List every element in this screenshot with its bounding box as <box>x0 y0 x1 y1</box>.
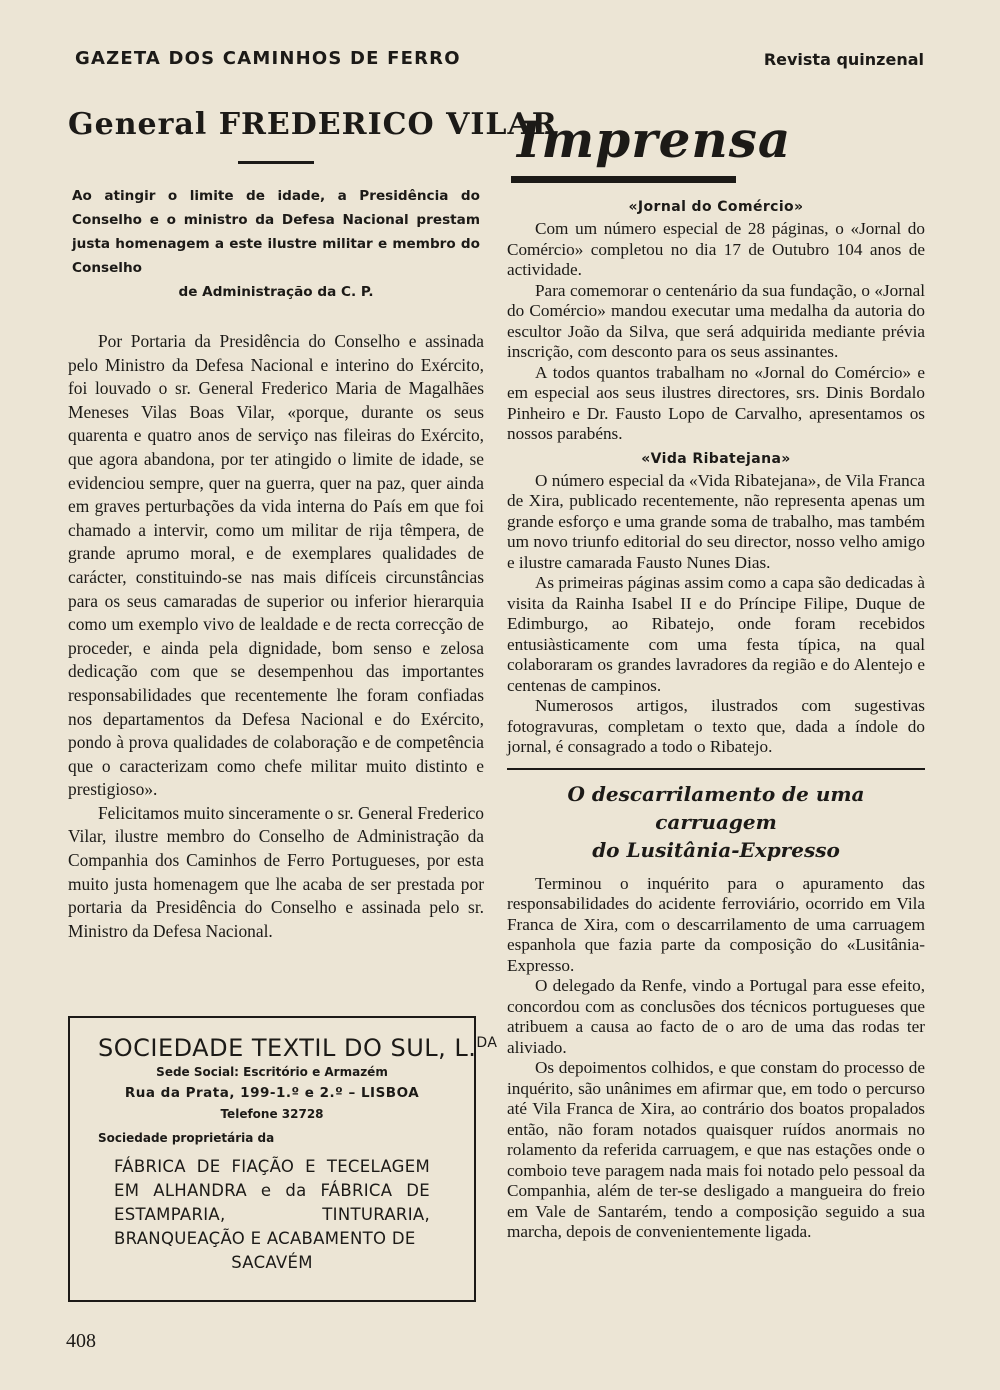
section-divider <box>507 768 925 770</box>
advert-company-name-text: SOCIEDADE TEXTIL DO SUL, L. <box>98 1034 477 1062</box>
advert-factories <box>98 1149 446 1275</box>
paragraph: Numerosos artigos, ilustrados com sugestivas fotogravuras, completam o texto que, dada a índole do jornal, é consagrado a todo o Ribatejo. <box>507 696 925 756</box>
title-rule <box>238 161 314 164</box>
running-header-title: GAZETA DOS CAMINHOS DE FERRO <box>75 48 461 69</box>
right-column <box>507 110 925 1243</box>
derailment-title <box>507 780 925 864</box>
advert-company-suffix: DA <box>476 1035 498 1051</box>
advert-owner-label: Sociedade proprietária da <box>98 1131 275 1145</box>
paragraph: A todos quantos trabalham no «Jornal do Comércio» e em especial aos seus ilustres directores, srs. Dinis Bordalo Pinheiro e Dr. Fausto Lopo de Carvalho, apresentamos os nossos parabéns. <box>507 362 925 443</box>
advertisement-box <box>68 1016 498 1302</box>
article-intro-text: Ao atingir o limite de idade, a Presidência do Conselho e o ministro da Defesa Nacional prestam justa homenagem a este ilustre militar e membro do Conselho <box>72 188 480 276</box>
paragraph: O número especial da «Vida Ribatejana», de Vila Franca de Xira, publicado recentemente, não representa apenas um grande esforço e uma grande soma de trabalho, mas também um novo triunfo editorial do seu director, nosso velho amigo e ilustre camarada Fausto Nunes Dias. <box>507 470 925 572</box>
heading-rule <box>511 176 736 183</box>
advert-sede: Sede Social: Escritório e Armazém <box>156 1065 388 1079</box>
paragraph: Com um número especial de 28 páginas, o «Jornal do Comércio» completou no dia 17 de Outubro 104 anos de actividade. <box>507 219 925 279</box>
spacer <box>68 304 484 330</box>
article-body <box>68 330 484 943</box>
paragraph: O delegado da Renfe, vindo a Portugal para esse efeito, concordou com as conclusões dos técnicos portugueses que atribuem a causa ao facto de o aro de uma das rodas ter aliviado. <box>507 976 925 1057</box>
subsection-body <box>507 471 925 758</box>
article-paragraph: Por Portaria da Presidência do Conselho e assinada pelo Ministro da Defesa Nacional e interino do Exército, foi louvado o sr. General Frederico Maria de Magalhães Meneses Vilas Boas Vilar, «porque, durante os seus quarenta e quatro anos de serviço nas fileiras do Exército, que agora abandona, por ter atingido o limite de idade, se evidenciou sempre, quer na guerra, quer na paz, quer ainda em graves perturbações da vida interna do País em que foi chamado a intervir, como um militar de rija têmpera, de grande aprumo moral, e de exemplares qualidades de carácter, constituindo-se nas mais difíceis circunstâncias para os seus camaradas de superior ou inferior hierarquia como um exemplo vivo de lealdade e de recta correcção de proceder, e ainda pela dignidade, bom senso e zelosa dedicação com que se desempenhou das importantes responsabilidades que recentemente lhe foram confiadas nos departamentos da Defesa Nacional e do Exército, pondo à prova qualidades de colaboração e de competência que o caracterizam como chefe militar muito distinto e prestigioso». <box>68 331 484 800</box>
derailment-body <box>507 874 925 1243</box>
advert-company-name <box>98 1034 498 1062</box>
article-paragraph: Felicitamos muito sinceramente o sr. General Frederico Vilar, ilustre membro do Conselho de Administração da Companhia dos Caminhos de Ferro Portugueses, por esta muito justa homenagem que lhe acaba de ser prestada por portaria da Presidência do Conselho e assinada pelo sr. Ministro da Defesa Nacional. <box>68 802 484 941</box>
subsection-title: «Vida Ribatejana» <box>641 450 791 467</box>
article-intro <box>72 184 480 304</box>
advert-factories-text: FÁBRICA DE FIAÇÃO E TECELAGEM EM ALHANDRA e da FÁBRICA DE ESTAMPARIA, TINTURARIA, BRANQUEAÇÃO E ACABAMENTO DE <box>114 1157 430 1248</box>
paragraph: Para comemorar o centenário da sua fundação, o «Jornal do Comércio» mandou executar uma medalha da autoria do escultor João da Silva, que será adquirida mediante prévia inscrição, com desconto para os seus assinantes. <box>507 280 925 361</box>
advert-factories-last: SACAVÉM <box>231 1253 313 1272</box>
page-number: 408 <box>66 1330 96 1352</box>
left-column <box>68 105 558 943</box>
paragraph: Os depoimentos colhidos, e que constam do processo de inquérito, são unânimes em afirmar que, em todo o percurso até Vila Franca de Xira, ao contrário dos boatos propalados então, não foram notados quaisquer ruídos anormais no rolamento da referida carruagem, e que nas estações onde o comboio teve paragem nada mais foi notado pelo pessoal da Companhia, além de ter-se desligado a mangueira do freio em Vale de Santarém, tendo a composição seguido a sua marcha, depois de convenientemente ligada. <box>507 1058 925 1241</box>
paragraph: Terminou o inquérito para o apuramento das responsabilidades do acidente ferroviário, ocorrido em Vila Franca de Xira, com o descarrilamento de uma carruagem espanhola que fazia parte da composição do «Lusitânia-Expresso. <box>507 873 925 975</box>
derailment-title-line: O descarrilamento de uma carruagem <box>567 781 865 834</box>
subsection-body <box>507 219 925 445</box>
advert-phone: Telefone 32728 <box>220 1107 324 1121</box>
derailment-title-line: do Lusitânia-Expresso <box>592 837 840 862</box>
article-intro-last-line: de Administração da C. P. <box>178 284 374 300</box>
article-title: General FREDERICO VILAR <box>68 107 558 142</box>
section-heading-imprensa: Imprensa <box>517 110 792 169</box>
paragraph: As primeiras páginas assim como a capa são dedicadas à visita da Rainha Isabel II e do Príncipe Filipe, Duque de Edimburgo, ao Ribatejo, onde foram recebidos entusiàsticamente com uma festa típica, na qual colaboraram os grandes lavradores da região e do Alentejo e centenas de campinos. <box>507 573 925 695</box>
advert-address: Rua da Prata, 199-1.º e 2.º – LISBOA <box>124 1085 420 1101</box>
subsection-title: «Jornal do Comércio» <box>628 199 804 215</box>
running-header-subtitle: Revista quinzenal <box>763 50 924 69</box>
